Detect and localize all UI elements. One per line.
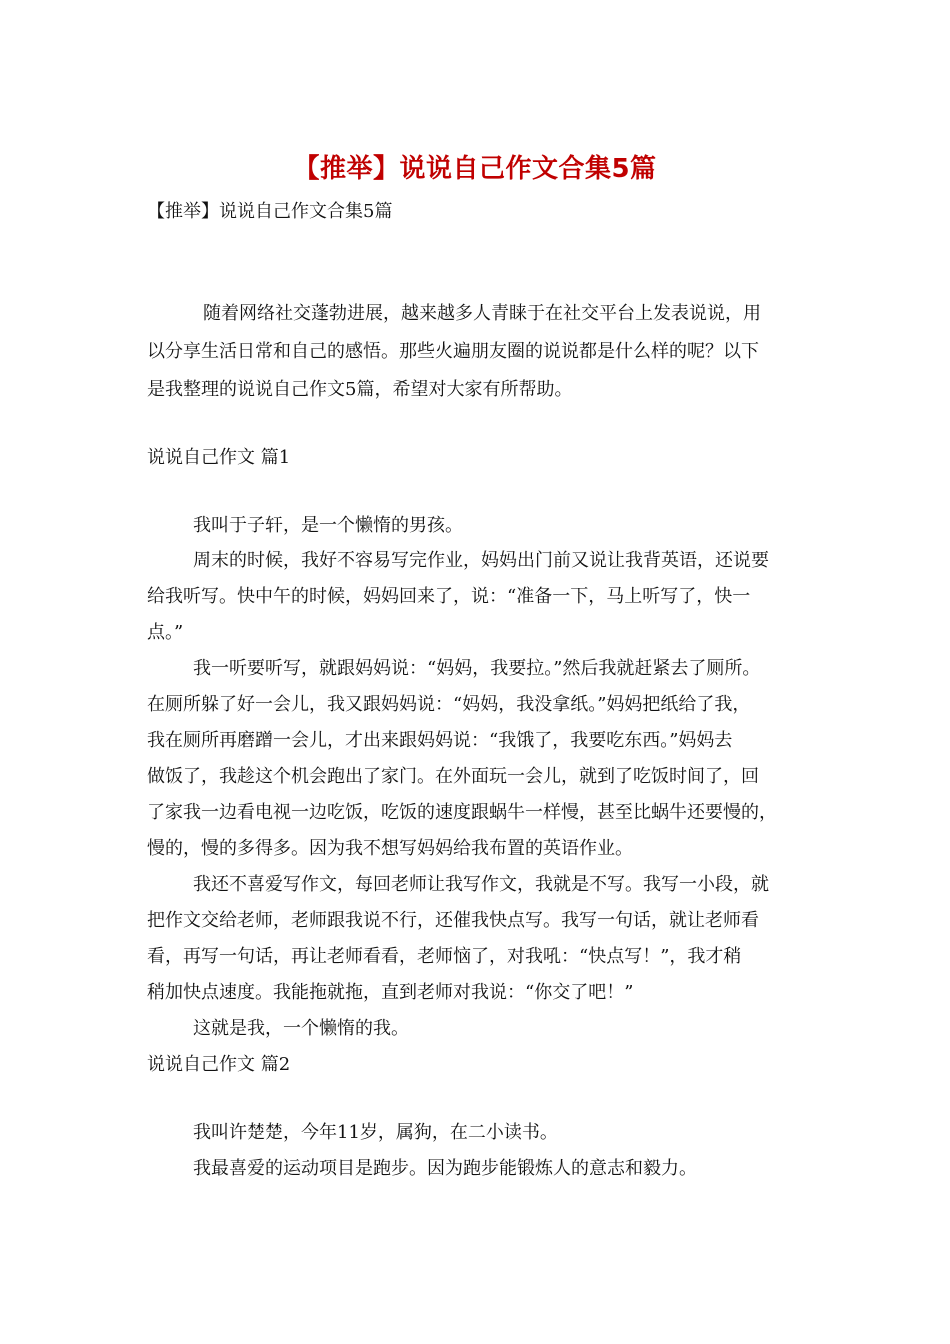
document-subtitle: 【推举】说说自己作文合集5篇 [147, 201, 393, 222]
body-line: 看，再写一句话，再让老师看看，老师恼了，对我吼：“快点写！”，我才稍 [147, 946, 742, 967]
body-line: 给我听写。快中午的时候，妈妈回来了，说：“准备一下，马上听写了，快一 [147, 586, 751, 607]
intro-line: 是我整理的说说自己作文5篇，希望对大家有所帮助。 [147, 379, 573, 400]
body-line: 这就是我，一个懒惰的我。 [193, 1018, 409, 1039]
body-line: 我一听要听写，就跟妈妈说：“妈妈，我要拉。”然后我就赶紧去了厕所。 [193, 658, 761, 679]
body-line: 我还不喜爱写作文，每回老师让我写作文，我就是不写。我写一小段，就 [193, 874, 769, 895]
intro-line: 随着网络社交蓬勃进展，越来越多人青睐于在社交平台上发表说说，用 [203, 303, 761, 324]
section-heading-2: 说说自己作文 篇2 [147, 1054, 291, 1075]
body-line: 我叫许楚楚，今年11岁，属狗，在二小读书。 [193, 1122, 558, 1143]
body-line: 稍加快点速度。我能拖就拖，直到老师对我说：“你交了吧！” [147, 982, 634, 1003]
body-line: 做饭了，我趁这个机会跑出了家门。在外面玩一会儿，就到了吃饭时间了，回 [147, 766, 759, 787]
body-line: 把作文交给老师，老师跟我说不行，还催我快点写。我写一句话，就让老师看 [147, 910, 759, 931]
body-line: 点。” [147, 622, 184, 643]
body-line: 了家我一边看电视一边吃饭，吃饭的速度跟蜗牛一样慢，甚至比蜗牛还要慢的， [147, 802, 777, 823]
body-line: 我最喜爱的运动项目是跑步。因为跑步能锻炼人的意志和毅力。 [193, 1158, 697, 1179]
section-heading-1: 说说自己作文 篇1 [147, 447, 291, 468]
body-line: 我叫于子轩，是一个懒惰的男孩。 [193, 515, 463, 536]
body-line: 在厕所躲了好一会儿，我又跟妈妈说：“妈妈，我没拿纸。”妈妈把纸给了我， [147, 694, 751, 715]
body-line: 慢的，慢的多得多。因为我不想写妈妈给我布置的英语作业。 [147, 838, 633, 859]
document-title: 【推举】说说自己作文合集5篇 [293, 154, 657, 184]
body-line: 我在厕所再磨蹭一会儿，才出来跟妈妈说：“我饿了，我要吃东西。”妈妈去 [147, 730, 733, 751]
body-line: 周末的时候，我好不容易写完作业，妈妈出门前又说让我背英语，还说要 [193, 550, 769, 571]
intro-line: 以分享生活日常和自己的感悟。那些火遍朋友圈的说说都是什么样的呢？以下 [147, 341, 759, 362]
